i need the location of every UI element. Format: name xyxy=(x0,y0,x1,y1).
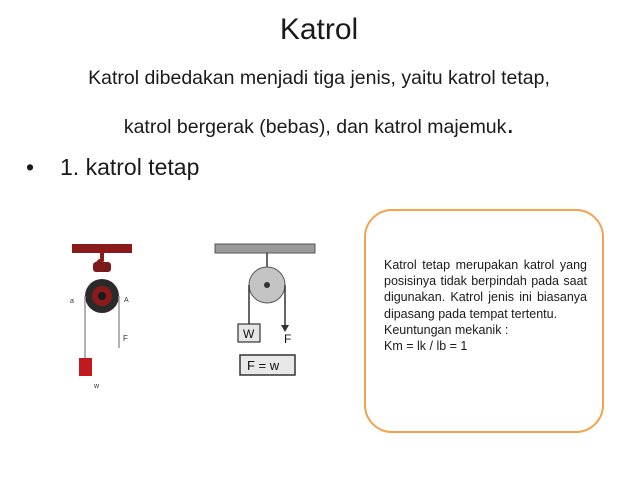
force-arrow xyxy=(281,325,289,332)
formula-text: F = w xyxy=(247,358,280,373)
load-weight xyxy=(79,358,92,376)
ceiling-beam xyxy=(72,244,132,253)
slide-subtitle xyxy=(26,56,612,150)
pulley-illustrations xyxy=(60,228,320,398)
bullet-item xyxy=(26,152,199,182)
subtitle-line-1: Katrol dibedakan menjadi tiga jenis, yaitu katrol tetap, xyxy=(88,67,550,89)
bullet-text: 1. katrol tetap xyxy=(60,154,200,180)
bullet-dot: • xyxy=(26,154,35,180)
pulley-frame xyxy=(93,262,111,272)
label-force: F xyxy=(123,334,128,343)
callout-text xyxy=(384,257,587,354)
callout-description: Katrol tetap merupakan katrol yang posisinya tidak berpindah pada saat digunakan. Katrol jenis ini biasanya dipasang pada tempat tertentu. xyxy=(384,258,587,321)
fixed-pulley-photo-figure xyxy=(70,244,132,390)
label-a-left: a xyxy=(70,298,74,305)
subtitle-line-2: katrol bergerak (bebas), dan katrol majemuk xyxy=(123,116,507,138)
subtitle-period: . xyxy=(506,108,515,139)
callout-benefit-formula: Km = lk / lb = 1 xyxy=(384,339,468,354)
label-weight: w xyxy=(94,383,100,390)
fixed-pulley-schematic-figure xyxy=(215,244,315,375)
schematic-axle xyxy=(264,282,270,288)
slide-title: Katrol xyxy=(279,13,359,46)
callout-benefit-label: Keuntungan mekanik : xyxy=(384,322,509,337)
schematic-label-f: F xyxy=(284,332,292,346)
info-callout xyxy=(364,209,604,433)
label-a-right: A xyxy=(124,297,129,304)
schematic-ceiling xyxy=(215,244,315,253)
schematic-label-w: W xyxy=(243,327,255,341)
pulley-axle xyxy=(98,292,106,300)
